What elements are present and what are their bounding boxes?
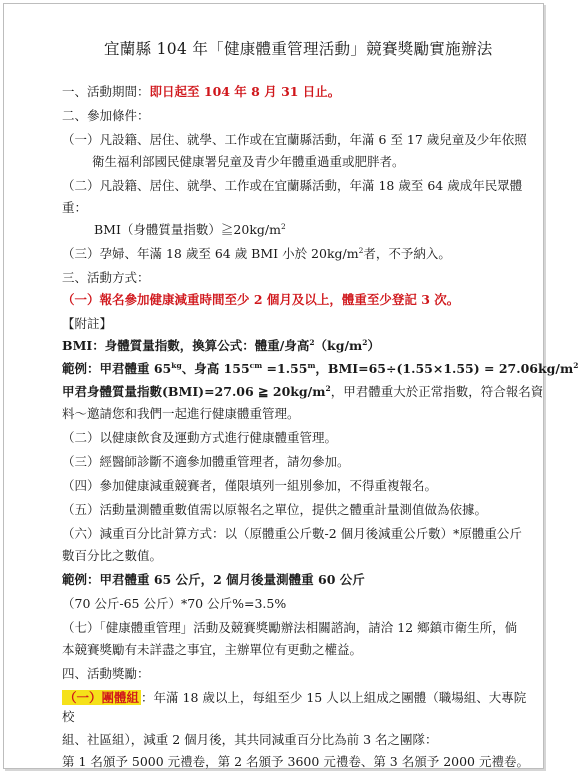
example-text: ，BMI=65÷(1.55×1.55) = 27.06kg/m [315, 361, 574, 376]
notes-heading: 【附註】 [62, 316, 113, 331]
superscript: 2 [309, 337, 315, 347]
group-award-line-1 [62, 690, 526, 705]
bmi-definition-unit: （kg/m [314, 338, 363, 353]
example-bmi-result [62, 384, 543, 399]
group-award-line-2: 校 [62, 709, 75, 724]
condition-3 [62, 246, 451, 261]
condition-2-line-2: 重： [62, 200, 88, 215]
example-text: 範例：甲君體重 65 [62, 361, 172, 376]
document-page [3, 3, 578, 769]
page-title: 宜蘭縣 104 年「健康體重管理活動」競賽獎勵實施辦法 [104, 40, 493, 58]
example-bmi-calc [62, 361, 578, 376]
condition-1-line-2: 衛生福利部國民健康署兒童及青少年體重過重或肥胖者。 [92, 154, 405, 169]
condition-3-tail: 者，不予納入。 [363, 246, 451, 261]
section-1-label: 一、活動期間： [62, 84, 150, 99]
group-award-line-3: 組、社區組），減重 2 個月後，其共同減重百分比為前 3 名之團隊： [62, 732, 438, 747]
example-result-text: 甲君身體質量指數(BMI)=27.06 ≧ 20kg/m [62, 384, 326, 399]
condition-2-line-1: （二）凡設籍、居住、就學、工作或在宜蘭縣活動，年滿 18 歲至 64 歲成年民眾體 [62, 178, 523, 193]
superscript: kg [171, 360, 182, 370]
condition-3-text: （三）孕婦、年滿 18 歲至 64 歲 BMI 小於 20kg/m [62, 246, 359, 261]
note-7-line-1: （七）「健康體重管理」活動及競賽獎勵辦法相關諮詢，請洽 12 鄉鎮市衛生所，倘 [62, 620, 518, 635]
bmi-condition [94, 222, 286, 237]
example-text: =1.55 [262, 361, 308, 376]
condition-1-line-1: （一）凡設籍、居住、就學、工作或在宜蘭縣活動，年滿 6 至 17 歲兒童及少年依照 [62, 132, 527, 147]
note-3: （三）經醫師診斷不適參加體重管理者，請勿參加。 [62, 454, 350, 469]
superscript: 2 [280, 221, 286, 231]
bmi-condition-text: BMI（身體質量指數）≧20kg/m [94, 222, 281, 237]
superscript: 2 [362, 337, 368, 347]
superscript: m [307, 360, 316, 370]
example-text: 、身高 155 [181, 361, 250, 376]
group-award-prizes: 第 1 名頒予 5000 元禮卷，第 2 名頒予 3600 元禮卷、第 3 名頒予 2000 元禮卷。 [62, 754, 529, 769]
note-4: （四）參加健康減重競賽者，僅限填列一組別參加，不得重複報名。 [62, 478, 438, 493]
bmi-definition-close: ） [367, 338, 380, 353]
section-2-label: 二、參加條件： [62, 108, 150, 123]
section-1-value: 即日起至 104 年 8 月 31 日止。 [149, 84, 341, 99]
method-1: （一）報名參加健康減重時間至少 2 個月及以上，體重至少登記 3 次。 [62, 292, 460, 307]
superscript: 2 [325, 383, 331, 393]
superscript: cm [249, 360, 263, 370]
section-4-label: 四、活動獎勵： [62, 666, 150, 681]
bmi-definition-text: BMI：身體質量指數，換算公式：體重/身高 [62, 338, 310, 353]
example-percentage: （70 公斤-65 公斤）*70 公斤%=3.5% [62, 596, 287, 611]
note-6-line-1: （六）減重百分比計算方式：以（原體重公斤數-2 個月後減重公斤數）*原體重公斤 [62, 526, 522, 541]
group-category-highlight: （一）團體組 [64, 690, 140, 705]
superscript: 2 [573, 360, 578, 370]
group-award-text: ：年滿 18 歲以上，每組至少 15 人以上組成之團體（職場組、大專院 [141, 690, 527, 705]
note-5: （五）活動量測體重數值需以原報名之單位，提供之體重計量測值做為依據。 [62, 502, 488, 517]
bmi-definition [62, 338, 380, 353]
section-1-period [62, 84, 340, 99]
note-2: （二）以健康飲食及運動方式進行健康體重管理。 [62, 430, 338, 445]
superscript: 2 [358, 245, 364, 255]
example-invite: 料～邀請您和我們一起進行健康體重管理。 [62, 406, 300, 421]
example-result-tail: ，甲君體重大於正常指數，符合報名資 [330, 384, 544, 399]
note-6-line-2: 數百分比之數值。 [62, 548, 163, 563]
note-7-line-2: 本競賽獎勵有未詳盡之事宜，主辦單位有更動之權益。 [62, 642, 363, 657]
section-3-label: 三、活動方式： [62, 270, 150, 285]
example-weight-loss: 範例：甲君體重 65 公斤，2 個月後量測體重 60 公斤 [62, 572, 365, 587]
